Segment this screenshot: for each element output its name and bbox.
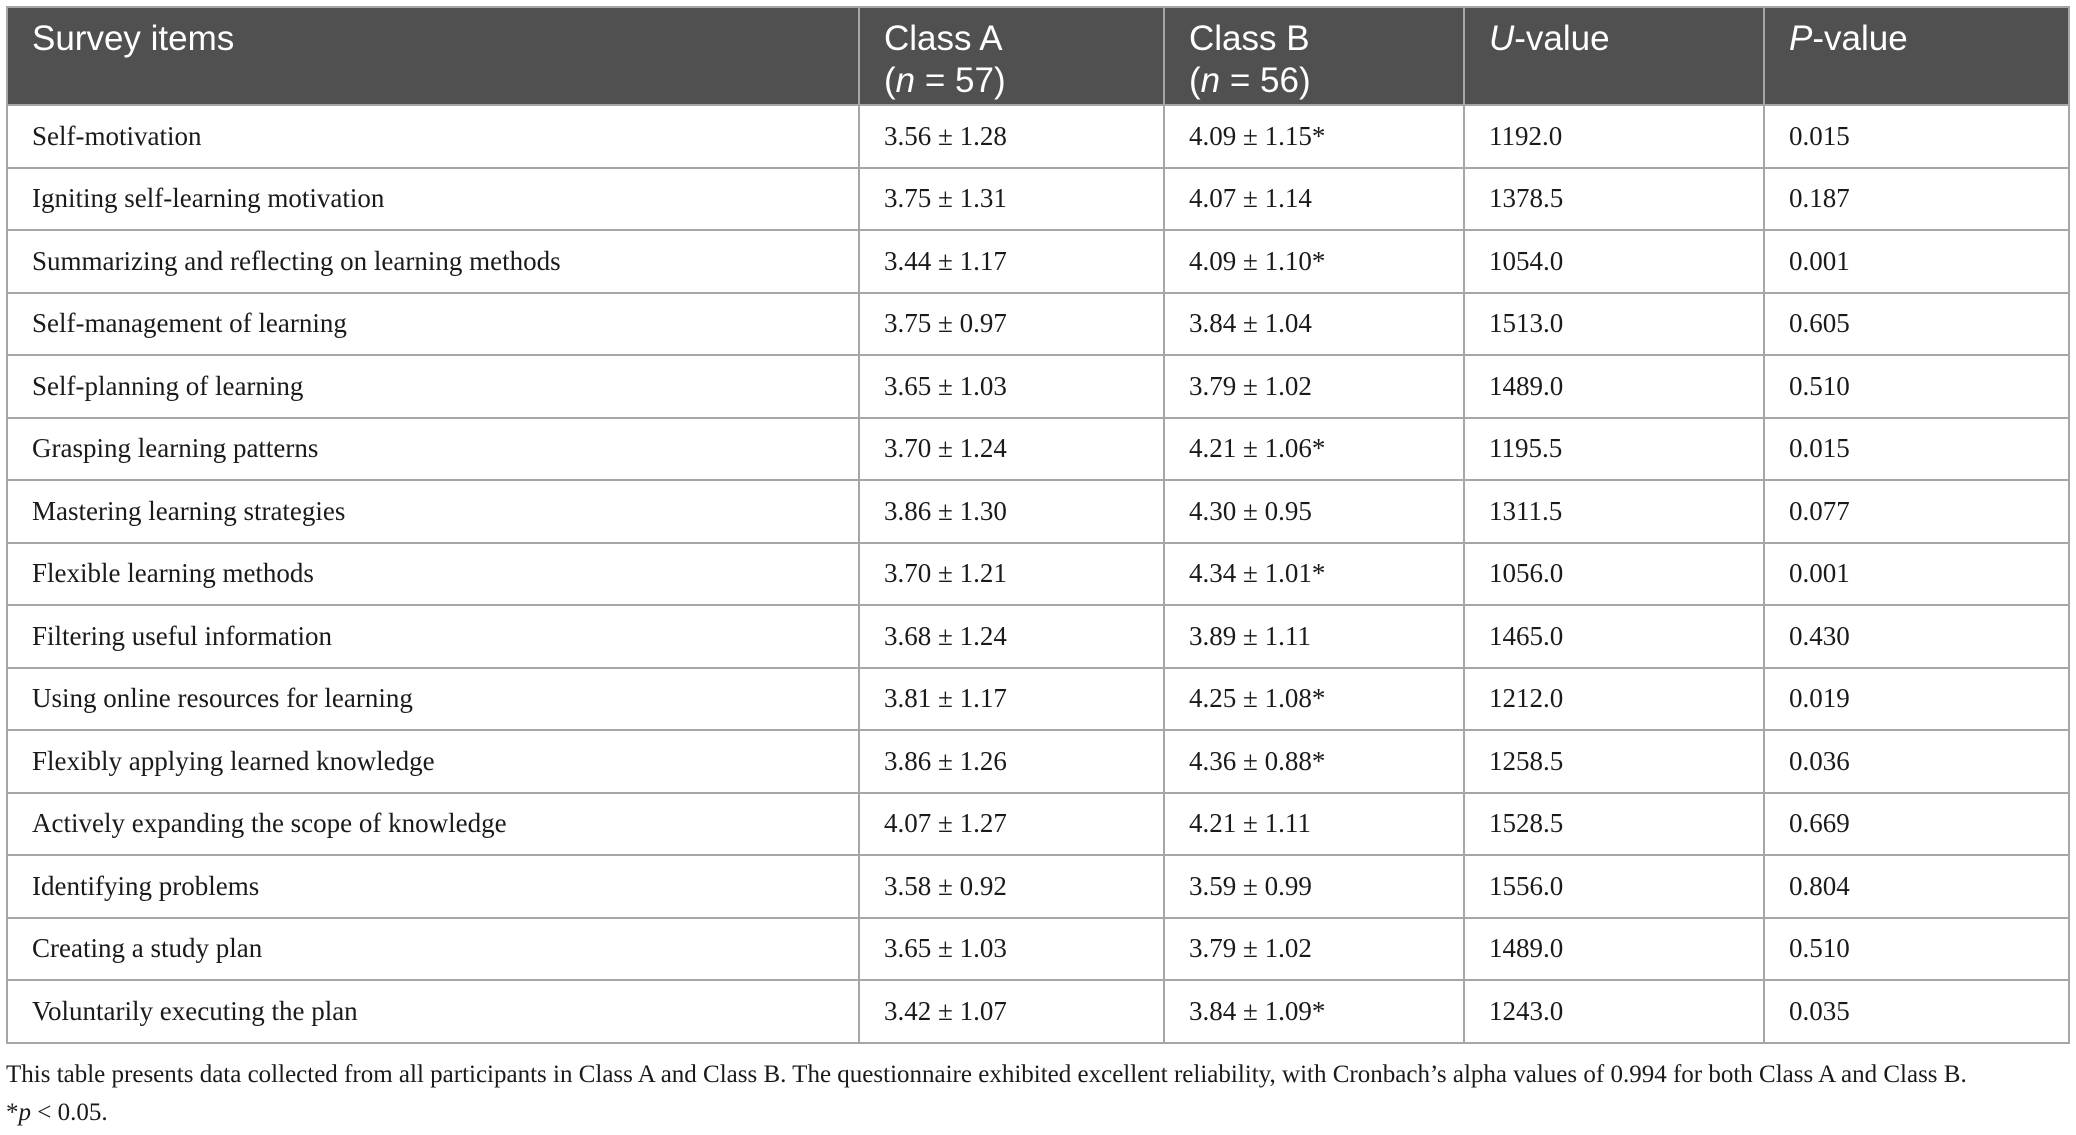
cell-survey-item: Grasping learning patterns <box>7 418 859 481</box>
cell-class-b: 4.21 ± 1.06* <box>1164 418 1464 481</box>
table-row <box>7 855 2069 918</box>
cell-class-b: 4.34 ± 1.01* <box>1164 543 1464 606</box>
cell-survey-item: Filtering useful information <box>7 605 859 668</box>
table-row <box>7 230 2069 293</box>
footnote-description: This table presents data collected from all participants in Class A and Class B. The questionnaire exhibited excellent reliability, with Cronbach’s alpha values of 0.994 for both Class A and Class B. <box>6 1061 1967 1088</box>
cell-class-a: 3.65 ± 1.03 <box>859 918 1164 981</box>
cell-class-b: 3.59 ± 0.99 <box>1164 855 1464 918</box>
table-footnote <box>6 1056 2068 1132</box>
header-u-symbol: U <box>1489 19 1515 58</box>
cell-u-value: 1513.0 <box>1464 293 1764 356</box>
cell-class-a: 3.70 ± 1.24 <box>859 418 1164 481</box>
cell-class-a: 3.70 ± 1.21 <box>859 543 1164 606</box>
cell-class-a: 3.56 ± 1.28 <box>859 105 1164 168</box>
cell-class-a: 3.75 ± 1.31 <box>859 168 1164 231</box>
cell-survey-item: Mastering learning strategies <box>7 480 859 543</box>
cell-survey-item: Creating a study plan <box>7 918 859 981</box>
cell-p-value: 0.001 <box>1764 230 2069 293</box>
table-row <box>7 793 2069 856</box>
cell-class-a: 3.44 ± 1.17 <box>859 230 1164 293</box>
cell-p-value: 0.187 <box>1764 168 2069 231</box>
header-u-value <box>1464 7 1764 105</box>
header-class-b-open: ( <box>1189 61 1201 100</box>
cell-class-b: 4.21 ± 1.11 <box>1164 793 1464 856</box>
header-u-suffix: -value <box>1514 19 1610 58</box>
cell-survey-item: Flexibly applying learned knowledge <box>7 730 859 793</box>
table-row <box>7 543 2069 606</box>
cell-survey-item: Using online resources for learning <box>7 668 859 731</box>
header-class-b-n: n <box>1200 61 1221 100</box>
header-class-b-count: = 56) <box>1220 61 1311 100</box>
cell-class-b: 4.09 ± 1.10* <box>1164 230 1464 293</box>
cell-class-b: 3.89 ± 1.11 <box>1164 605 1464 668</box>
cell-survey-item: Identifying problems <box>7 855 859 918</box>
cell-class-a: 3.58 ± 0.92 <box>859 855 1164 918</box>
table-row <box>7 918 2069 981</box>
table-row <box>7 480 2069 543</box>
cell-p-value: 0.001 <box>1764 543 2069 606</box>
cell-p-value: 0.019 <box>1764 668 2069 731</box>
header-class-a-n: n <box>895 61 916 100</box>
cell-p-value: 0.036 <box>1764 730 2069 793</box>
cell-u-value: 1192.0 <box>1464 105 1764 168</box>
cell-survey-item: Flexible learning methods <box>7 543 859 606</box>
table-row <box>7 355 2069 418</box>
cell-survey-item: Self-planning of learning <box>7 355 859 418</box>
cell-class-b: 3.79 ± 1.02 <box>1164 355 1464 418</box>
table-row <box>7 668 2069 731</box>
table-row <box>7 293 2069 356</box>
table-header <box>7 7 2069 105</box>
cell-p-value: 0.510 <box>1764 355 2069 418</box>
cell-u-value: 1054.0 <box>1464 230 1764 293</box>
cell-u-value: 1212.0 <box>1464 668 1764 731</box>
footnote-significance <box>6 1094 2068 1132</box>
table-row <box>7 168 2069 231</box>
cell-u-value: 1465.0 <box>1464 605 1764 668</box>
cell-class-b: 4.09 ± 1.15* <box>1164 105 1464 168</box>
table-row <box>7 418 2069 481</box>
cell-class-b: 4.07 ± 1.14 <box>1164 168 1464 231</box>
cell-class-b: 4.25 ± 1.08* <box>1164 668 1464 731</box>
cell-p-value: 0.077 <box>1764 480 2069 543</box>
cell-u-value: 1528.5 <box>1464 793 1764 856</box>
cell-class-a: 3.75 ± 0.97 <box>859 293 1164 356</box>
header-p-suffix: -value <box>1812 19 1908 58</box>
cell-u-value: 1489.0 <box>1464 355 1764 418</box>
cell-survey-item: Summarizing and reflecting on learning methods <box>7 230 859 293</box>
table-body <box>7 105 2069 1043</box>
cell-p-value: 0.804 <box>1764 855 2069 918</box>
header-class-a <box>859 7 1164 105</box>
header-class-b-label: Class B <box>1189 19 1310 58</box>
cell-class-a: 3.86 ± 1.30 <box>859 480 1164 543</box>
cell-p-value: 0.015 <box>1764 105 2069 168</box>
survey-table <box>6 6 2070 1044</box>
cell-p-value: 0.015 <box>1764 418 2069 481</box>
header-p-symbol: P <box>1789 19 1813 58</box>
survey-table-container <box>6 6 2068 1044</box>
table-row <box>7 105 2069 168</box>
header-survey-items-label: Survey items <box>32 19 235 58</box>
cell-class-b: 3.79 ± 1.02 <box>1164 918 1464 981</box>
table-row <box>7 605 2069 668</box>
header-class-a-open: ( <box>884 61 896 100</box>
cell-u-value: 1311.5 <box>1464 480 1764 543</box>
header-class-a-count: = 57) <box>915 61 1006 100</box>
cell-class-a: 3.42 ± 1.07 <box>859 980 1164 1043</box>
table-row <box>7 980 2069 1043</box>
cell-survey-item: Voluntarily executing the plan <box>7 980 859 1043</box>
header-row <box>7 7 2069 105</box>
cell-survey-item: Igniting self-learning motivation <box>7 168 859 231</box>
header-p-value <box>1764 7 2069 105</box>
cell-class-a: 3.81 ± 1.17 <box>859 668 1164 731</box>
cell-u-value: 1378.5 <box>1464 168 1764 231</box>
header-class-b <box>1164 7 1464 105</box>
cell-p-value: 0.430 <box>1764 605 2069 668</box>
cell-u-value: 1056.0 <box>1464 543 1764 606</box>
cell-class-b: 3.84 ± 1.09* <box>1164 980 1464 1043</box>
cell-survey-item: Self-motivation <box>7 105 859 168</box>
cell-p-value: 0.605 <box>1764 293 2069 356</box>
footnote-p-symbol: p <box>18 1099 31 1126</box>
cell-class-a: 3.86 ± 1.26 <box>859 730 1164 793</box>
cell-p-value: 0.510 <box>1764 918 2069 981</box>
cell-u-value: 1258.5 <box>1464 730 1764 793</box>
cell-class-b: 4.30 ± 0.95 <box>1164 480 1464 543</box>
footnote-star: * <box>6 1099 19 1126</box>
cell-u-value: 1195.5 <box>1464 418 1764 481</box>
cell-u-value: 1556.0 <box>1464 855 1764 918</box>
footnote-threshold: < 0.05. <box>31 1099 108 1126</box>
table-row <box>7 730 2069 793</box>
cell-survey-item: Actively expanding the scope of knowledge <box>7 793 859 856</box>
cell-survey-item: Self-management of learning <box>7 293 859 356</box>
header-class-a-label: Class A <box>884 19 1003 58</box>
cell-class-a: 3.68 ± 1.24 <box>859 605 1164 668</box>
cell-class-a: 3.65 ± 1.03 <box>859 355 1164 418</box>
cell-p-value: 0.669 <box>1764 793 2069 856</box>
cell-u-value: 1489.0 <box>1464 918 1764 981</box>
cell-u-value: 1243.0 <box>1464 980 1764 1043</box>
cell-class-a: 4.07 ± 1.27 <box>859 793 1164 856</box>
cell-class-b: 3.84 ± 1.04 <box>1164 293 1464 356</box>
header-survey-items <box>7 7 859 105</box>
cell-p-value: 0.035 <box>1764 980 2069 1043</box>
cell-class-b: 4.36 ± 0.88* <box>1164 730 1464 793</box>
